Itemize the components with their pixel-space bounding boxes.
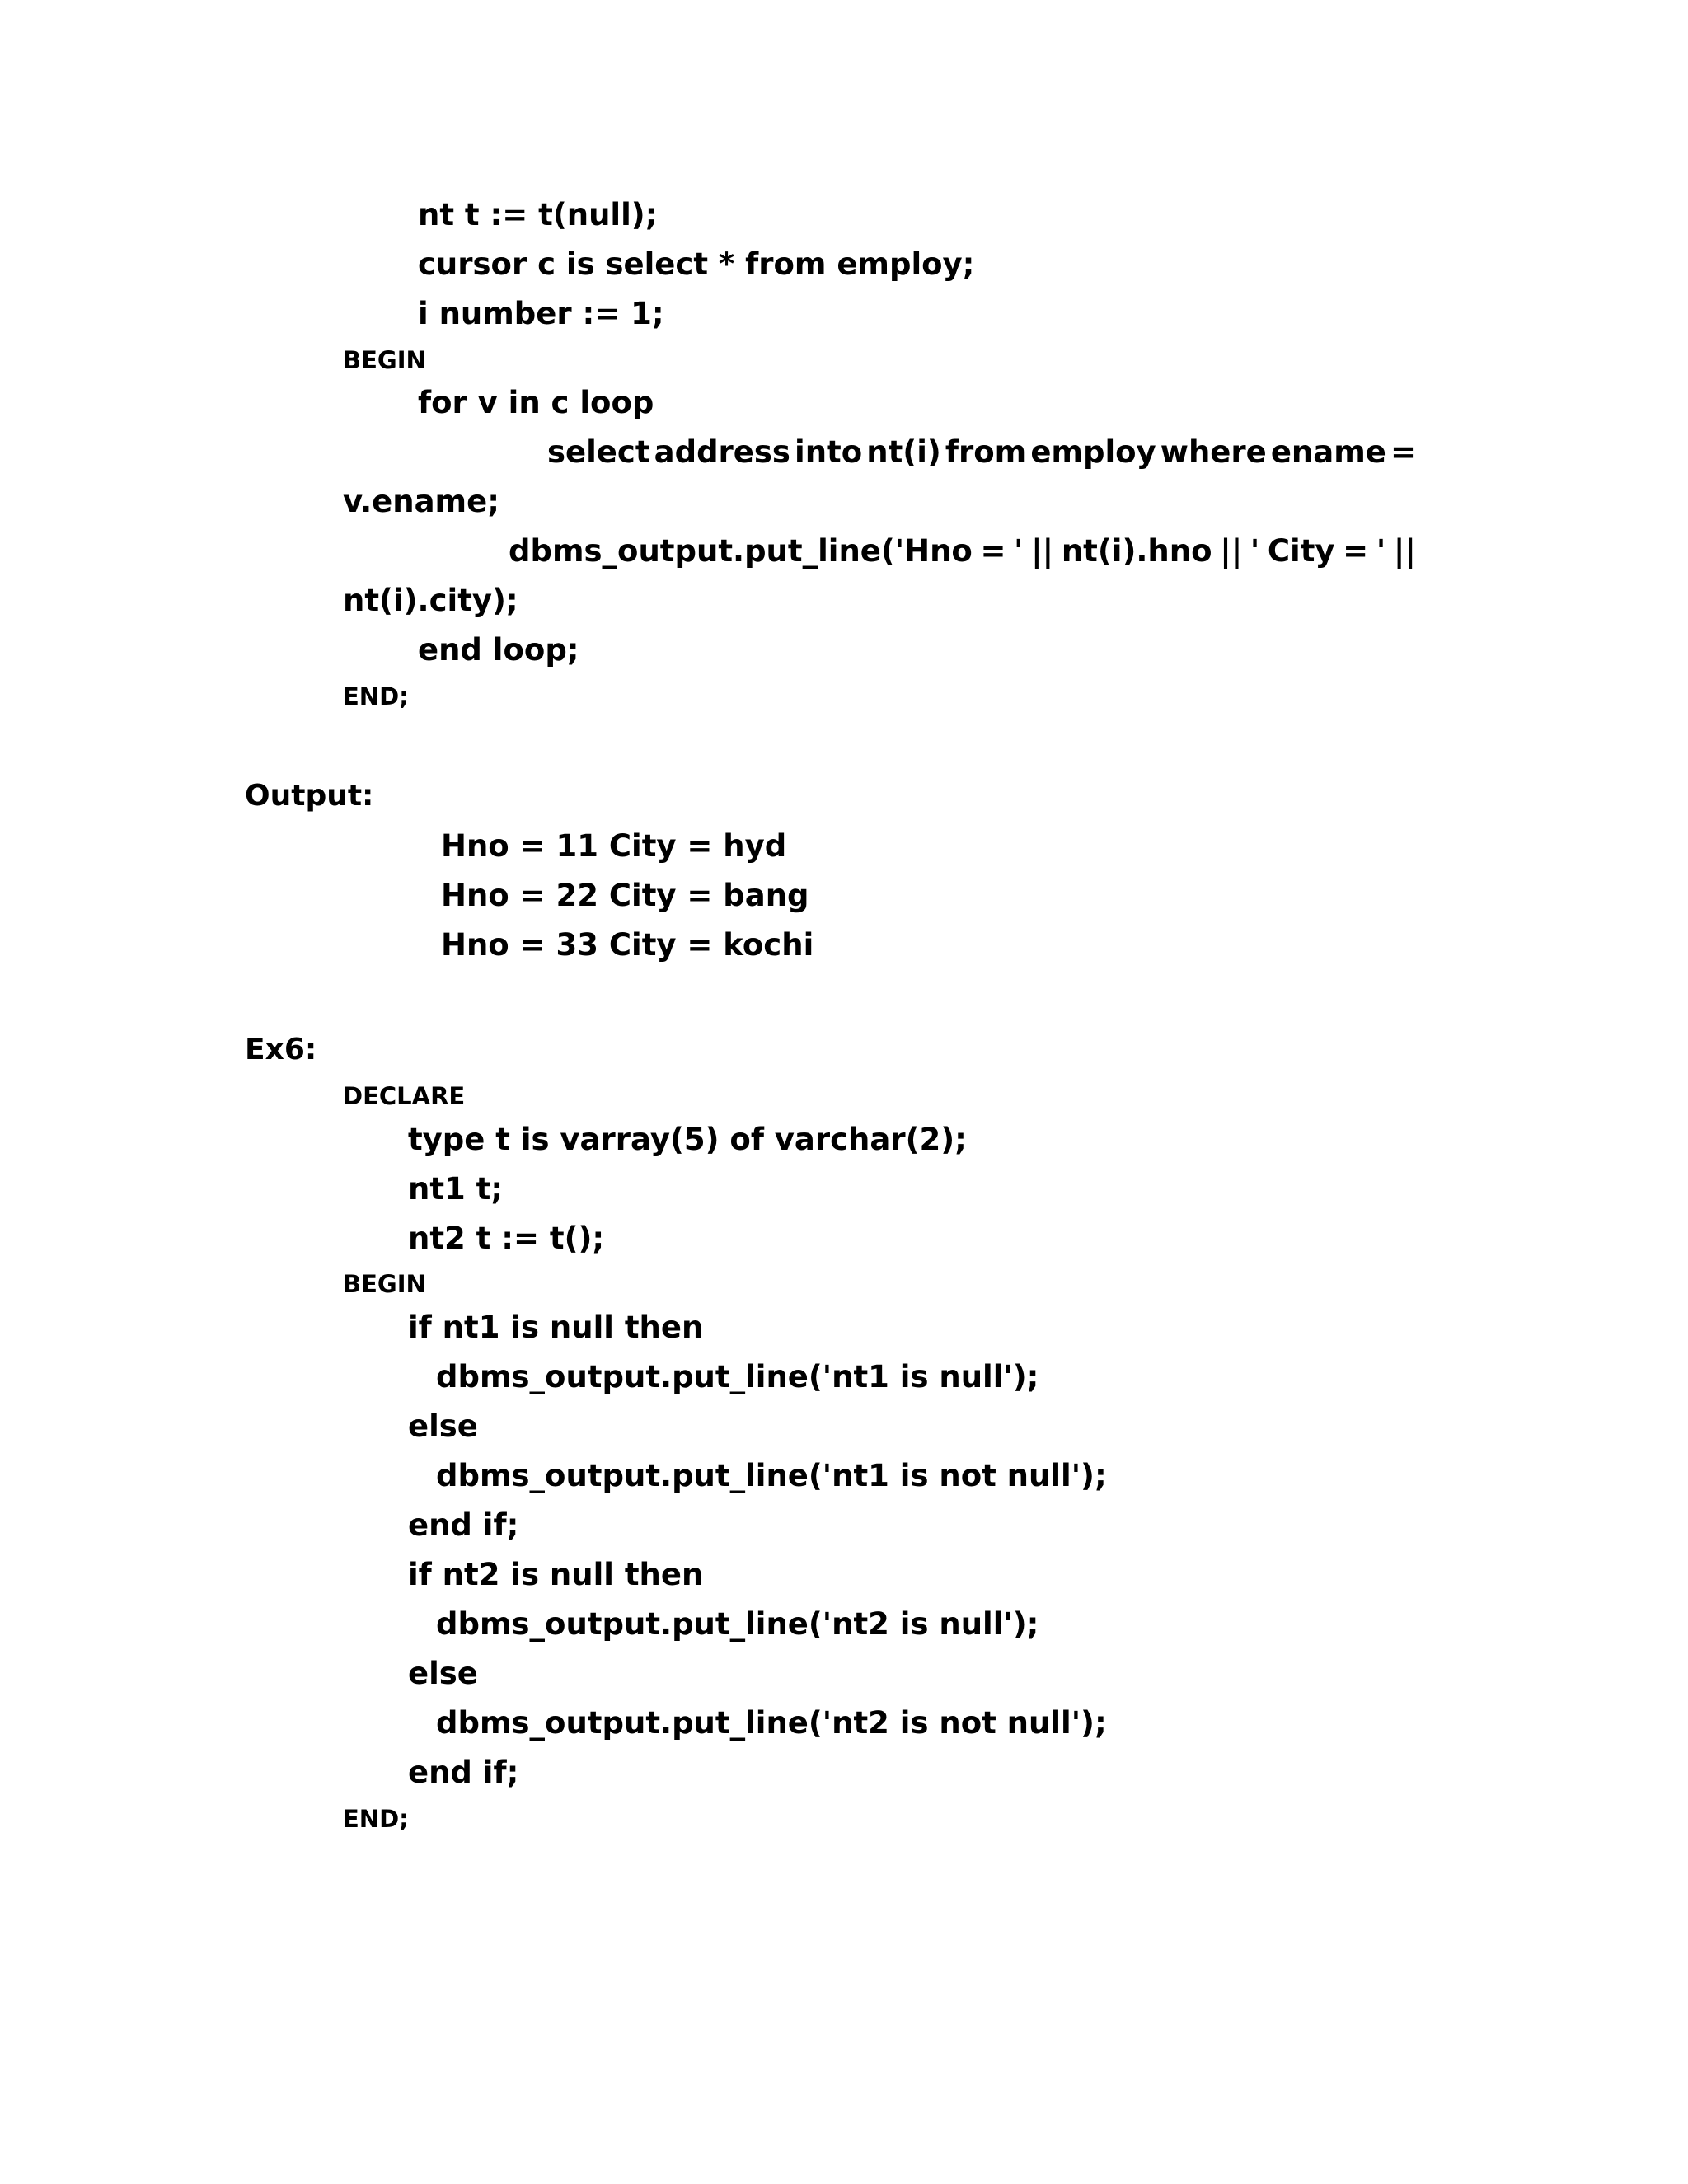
code-word: City (1267, 533, 1335, 569)
code-line-put-line: dbms_output.put_line('nt1 is null'); (436, 1359, 1039, 1394)
code-line-put-line: dbms_output.put_line('nt2 is not null'); (436, 1705, 1107, 1741)
code-word: nt(i).hno (1061, 533, 1212, 569)
code-line-else: else (408, 1408, 478, 1444)
code-line-counter-declaration: i number := 1; (418, 296, 664, 331)
code-line-end-if: end if; (408, 1507, 519, 1543)
keyword-begin: BEGIN (343, 346, 426, 374)
code-word: || (1393, 533, 1416, 569)
code-line-if-nt1: if nt1 is null then (408, 1310, 704, 1345)
code-word: from (945, 434, 1027, 470)
output-line: Hno = 33 City = kochi (441, 927, 814, 963)
keyword-end: END; (343, 1805, 409, 1833)
code-word: ' (1014, 533, 1024, 569)
code-word: address (654, 434, 790, 470)
code-line-cursor-declaration: cursor c is select * from employ; (418, 246, 975, 282)
code-word: = (1343, 533, 1369, 569)
code-word: employ (1030, 434, 1156, 470)
code-word: dbms_output.put_line('Hno (509, 533, 973, 569)
code-line-nt2-declaration: nt2 t := t(); (408, 1221, 605, 1256)
code-word: nt(i) (866, 434, 941, 470)
keyword-end: END; (343, 682, 409, 710)
code-line-nt-declaration: nt t := t(null); (418, 197, 658, 232)
code-line-type-declaration: type t is varray(5) of varchar(2); (408, 1122, 967, 1157)
code-line-nt1-declaration: nt1 t; (408, 1171, 504, 1207)
code-word: = (980, 533, 1006, 569)
code-word: ename (1270, 434, 1386, 470)
code-word: ' (1376, 533, 1386, 569)
code-line-dbms-output (509, 533, 1416, 569)
code-word: where (1160, 434, 1267, 470)
code-line-if-nt2: if nt2 is null then (408, 1557, 704, 1592)
code-word: || (1031, 533, 1054, 569)
code-line-end-loop: end loop; (418, 632, 579, 668)
code-line-put-line: dbms_output.put_line('nt1 is not null'); (436, 1458, 1107, 1493)
code-line-select-into (547, 434, 1416, 470)
output-line: Hno = 11 City = hyd (441, 828, 787, 864)
code-word: = (1390, 434, 1416, 470)
code-line-dbms-continuation: nt(i).city); (343, 583, 518, 618)
code-line-select-continuation: v.ename; (343, 484, 500, 519)
code-line-put-line: dbms_output.put_line('nt2 is null'); (436, 1606, 1039, 1642)
keyword-declare: DECLARE (343, 1082, 466, 1110)
code-line-else: else (408, 1656, 478, 1691)
code-word: ' (1250, 533, 1260, 569)
code-word: into (795, 434, 863, 470)
output-line: Hno = 22 City = bang (441, 878, 809, 913)
code-line-end-if: end if; (408, 1755, 519, 1790)
output-heading: Output: (245, 779, 374, 813)
code-word: || (1220, 533, 1243, 569)
code-line-for-loop: for v in c loop (418, 385, 654, 420)
code-word: select (547, 434, 650, 470)
keyword-begin: BEGIN (343, 1270, 426, 1298)
example-heading: Ex6: (245, 1033, 317, 1066)
